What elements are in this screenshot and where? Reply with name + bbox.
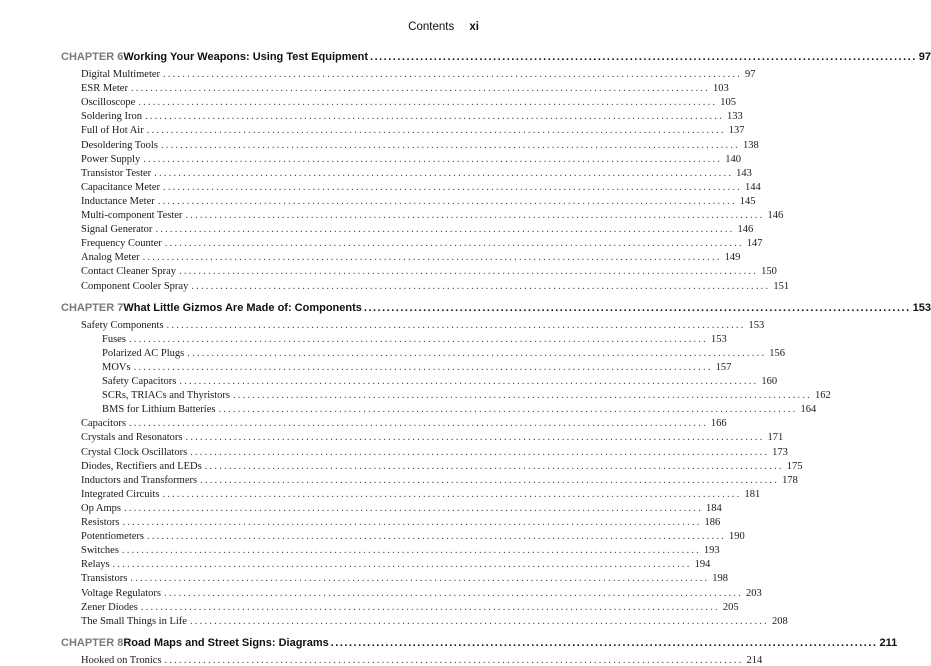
entry-title: Transistor Tester (81, 167, 152, 179)
chapter-title: Working Your Weapons: Using Test Equipment (123, 51, 369, 63)
toc-subentry[interactable] (102, 404, 817, 416)
entry-page-number: 97 (745, 69, 756, 80)
toc-entry[interactable] (81, 252, 741, 264)
entry-page-number: 208 (771, 615, 788, 627)
toc-entry[interactable] (81, 83, 729, 95)
entry-title: Full of Hot Air (81, 125, 144, 137)
entry-page-number: 193 (703, 545, 720, 557)
running-head-page-number: xi (469, 21, 479, 33)
toc-entry[interactable] (81, 654, 763, 666)
entry-page-number: 137 (728, 125, 745, 137)
dot-leader: ........................................................................................................................ (144, 111, 724, 123)
entry-page-number: 194 (694, 559, 711, 571)
chapter-label: CHAPTER 6 (61, 51, 124, 63)
entry-title: Hooked on Tronics (81, 654, 162, 666)
dot-leader: ........................................................................................................................ (179, 266, 759, 278)
toc-entry[interactable] (81, 319, 765, 331)
dot-leader: ........................................................................................................................ (164, 654, 744, 666)
entry-title: Contact Cleaner Spray (81, 266, 177, 278)
entry-page-number: 160 (761, 376, 778, 387)
entry-title: Multi-component Tester (81, 210, 183, 221)
chapter-page-number: 211 (879, 636, 898, 649)
entry-page-number: 203 (746, 587, 762, 599)
dot-leader: ........................................................................................................................ (133, 361, 713, 373)
dot-leader: ........................................................................................................................ (143, 153, 723, 165)
entry-page-number: 156 (769, 347, 786, 359)
toc-entry[interactable] (81, 531, 745, 543)
dot-leader: ........................................................................................................................ (189, 615, 769, 627)
toc-entry[interactable] (81, 601, 739, 613)
entry-page-number: 153 (748, 319, 765, 331)
entry-title: Polarized AC Plugs (102, 347, 185, 359)
toc-entry[interactable] (81, 69, 756, 80)
dot-leader: ........................................................................................................................ (155, 224, 735, 236)
entry-title: Oscilloscope (81, 97, 136, 109)
dot-leader: ........................................................................................................................ (185, 432, 765, 444)
entry-page-number: 164 (800, 404, 817, 416)
entry-title: Capacitance Meter (81, 181, 160, 193)
toc-entry[interactable] (81, 460, 803, 472)
entry-page-number: 140 (725, 153, 741, 165)
toc-entry[interactable] (81, 224, 754, 236)
entry-title: Safety Capacitors (102, 376, 177, 387)
dot-leader: ........................................................................................................................ (187, 347, 767, 359)
dot-leader: ........................................................................................................................ (164, 587, 744, 599)
entry-page-number: 214 (746, 654, 763, 666)
entry-page-number: 133 (726, 111, 743, 123)
toc-entry[interactable] (81, 517, 721, 528)
chapter-heading[interactable] (61, 636, 898, 649)
entry-page-number: 186 (704, 517, 721, 528)
toc-entry[interactable] (81, 559, 711, 571)
dot-leader: ........................................................................................................................ (191, 280, 771, 292)
entry-title: BMS for Lithium Batteries (102, 404, 216, 416)
dot-leader: ........................................................................................................................ (190, 446, 770, 458)
chapter-label: CHAPTER 8 (61, 636, 124, 649)
dot-leader: ........................................................................................................................ (204, 460, 784, 472)
dot-leader: ........................................................................................................................ (121, 545, 701, 557)
dot-leader: ........................................................................................................................ (185, 210, 765, 221)
entry-page-number: 198 (712, 573, 729, 585)
entry-page-number: 147 (746, 238, 763, 250)
dot-leader: ........................................................................................................................ (157, 195, 737, 207)
entry-title: Frequency Counter (81, 238, 162, 250)
entry-title: Safety Components (81, 319, 164, 331)
dot-leader: ........................................................................................................................ (164, 238, 744, 250)
dot-leader: ........................................................................................................................ (166, 319, 746, 331)
dot-leader: ........................................................................................................................ (218, 404, 798, 416)
toc-entry[interactable] (81, 418, 727, 430)
entry-title: Crystal Clock Oscillators (81, 446, 188, 458)
toc-entry[interactable] (81, 615, 788, 627)
dot-leader: ........................................................................................................................ (179, 376, 759, 387)
toc-entry[interactable] (81, 97, 736, 109)
entry-title: Zener Diodes (81, 601, 138, 613)
entry-title: Potentiometers (81, 531, 144, 543)
toc-entry[interactable] (81, 545, 720, 557)
entry-title: MOVs (102, 361, 131, 373)
entry-title: Capacitors (81, 418, 126, 430)
entry-page-number: 178 (782, 474, 798, 486)
running-head (408, 21, 479, 33)
entry-title: Soldering Iron (81, 111, 142, 123)
entry-page-number: 205 (722, 601, 739, 613)
toc-entry[interactable] (81, 167, 752, 179)
chapter-label: CHAPTER 7 (61, 301, 124, 314)
toc-entry[interactable] (81, 125, 745, 137)
toc-subentry[interactable] (102, 347, 786, 359)
running-head-title: Contents (408, 21, 455, 33)
dot-leader: ........................................................................................................................ (200, 474, 780, 486)
entry-title: Crystals and Resonators (81, 432, 183, 444)
entry-page-number: 143 (736, 167, 752, 179)
entry-page-number: 145 (739, 195, 756, 207)
entry-title: Fuses (102, 333, 126, 345)
entry-title: Analog Meter (81, 252, 140, 264)
entry-page-number: 151 (773, 280, 790, 292)
dot-leader: ........................................................................................................................ (128, 333, 708, 345)
toc-entry[interactable] (81, 181, 761, 193)
entry-page-number: 173 (772, 446, 788, 458)
toc-entry[interactable] (81, 587, 762, 599)
chapter-page-number: 97 (918, 51, 931, 63)
toc-entry[interactable] (81, 474, 798, 486)
entry-page-number: 157 (715, 361, 732, 373)
dot-leader: ........................................................................................................................ (163, 181, 742, 193)
chapter-title: Road Maps and Street Signs: Diagrams (123, 636, 329, 649)
entry-title: Integrated Circuits (81, 488, 160, 500)
dot-leader: ........................................................................................................................ (160, 139, 740, 151)
dot-leader: ........................................................................................................................ (232, 390, 812, 402)
entry-title: Component Cooler Spray (81, 280, 189, 292)
toc-subentry[interactable] (102, 333, 727, 345)
dot-leader: ........................................................................................................................ (138, 97, 718, 109)
entry-page-number: 162 (814, 390, 831, 402)
toc-entry[interactable] (81, 432, 784, 444)
entry-title: Desoldering Tools (81, 139, 158, 151)
dot-leader: ........................................................................................................................ (112, 559, 692, 571)
entry-title: Signal Generator (81, 224, 153, 236)
dot-leader: ........................................................................................................................ (130, 573, 710, 585)
entry-page-number: 138 (742, 139, 759, 151)
entry-page-number: 105 (720, 97, 736, 109)
dot-leader: ........................................................................................................................ (162, 488, 742, 500)
chapter-heading[interactable] (61, 51, 931, 63)
toc-entry[interactable] (81, 502, 722, 514)
toc-entry[interactable] (81, 111, 743, 123)
entry-title: Op Amps (81, 502, 121, 514)
entry-title: Relays (81, 559, 110, 571)
dot-leader: ........................................................................................................................ (142, 252, 722, 264)
entry-title: SCRs, TRIACs and Thyristors (102, 390, 230, 402)
toc-entry[interactable] (81, 139, 759, 151)
entry-page-number: 166 (710, 418, 727, 430)
entry-page-number: 171 (767, 432, 784, 444)
dot-leader: ........................................................................................................................ (163, 69, 743, 80)
dot-leader: ........................................................................................................................ (147, 531, 726, 543)
entry-page-number: 146 (737, 224, 754, 236)
entry-title: The Small Things in Life (81, 615, 187, 627)
chapter-title: What Little Gizmos Are Made of: Components (123, 301, 362, 314)
entry-page-number: 146 (767, 210, 784, 221)
entry-title: Resistors (81, 517, 120, 528)
toc-entry[interactable] (81, 488, 761, 500)
entry-page-number: 103 (712, 83, 729, 95)
toc-entry[interactable] (81, 195, 756, 207)
toc-subentry[interactable] (102, 376, 778, 387)
entry-title: Inductance Meter (81, 195, 155, 207)
dot-leader: ........................................................................................................................ (140, 601, 720, 613)
toc-subentry[interactable] (102, 361, 732, 373)
entry-title: Voltage Regulators (81, 587, 162, 599)
dot-leader: ........................................................................................................................ (128, 418, 708, 430)
chapter-heading[interactable] (61, 301, 931, 314)
entry-title: Diodes, Rectifiers and LEDs (81, 460, 202, 472)
entry-page-number: 181 (744, 488, 761, 500)
toc-entry[interactable] (81, 446, 788, 458)
toc-entry[interactable] (81, 153, 741, 165)
toc-subentry[interactable] (102, 390, 831, 402)
chapter-page-number: 153 (912, 301, 931, 314)
entry-title: Transistors (81, 573, 128, 585)
toc-entry[interactable] (81, 280, 790, 292)
entry-title: ESR Meter (81, 83, 128, 95)
entry-page-number: 144 (745, 181, 761, 193)
entry-page-number: 153 (710, 333, 727, 345)
entry-page-number: 190 (729, 531, 745, 543)
entry-page-number: 149 (724, 252, 741, 264)
toc-entry[interactable] (81, 210, 784, 221)
dot-leader: ........................................................................................................................ (122, 517, 702, 528)
dot-leader: ........................................................................................................................ (146, 125, 726, 137)
dot-leader: ........................................................................................................................ (130, 83, 710, 95)
dot-leader: ........................................................................................................................ (123, 502, 703, 514)
toc-entry[interactable] (81, 573, 729, 585)
dot-leader: ........................................................................................................................ (363, 301, 911, 314)
entry-page-number: 175 (786, 460, 803, 472)
entry-title: Switches (81, 545, 119, 557)
entry-title: Inductors and Transformers (81, 474, 198, 486)
entry-title: Power Supply (81, 153, 141, 165)
toc-entry[interactable] (81, 238, 763, 250)
entry-title: Digital Multimeter (81, 69, 161, 80)
toc-entry[interactable] (81, 266, 777, 278)
dot-leader: ........................................................................................................................ (370, 51, 917, 63)
entry-page-number: 150 (761, 266, 777, 278)
dot-leader: ........................................................................................................................ (154, 167, 734, 179)
entry-page-number: 184 (705, 502, 722, 514)
dot-leader: ........................................................................................................................ (330, 636, 878, 649)
